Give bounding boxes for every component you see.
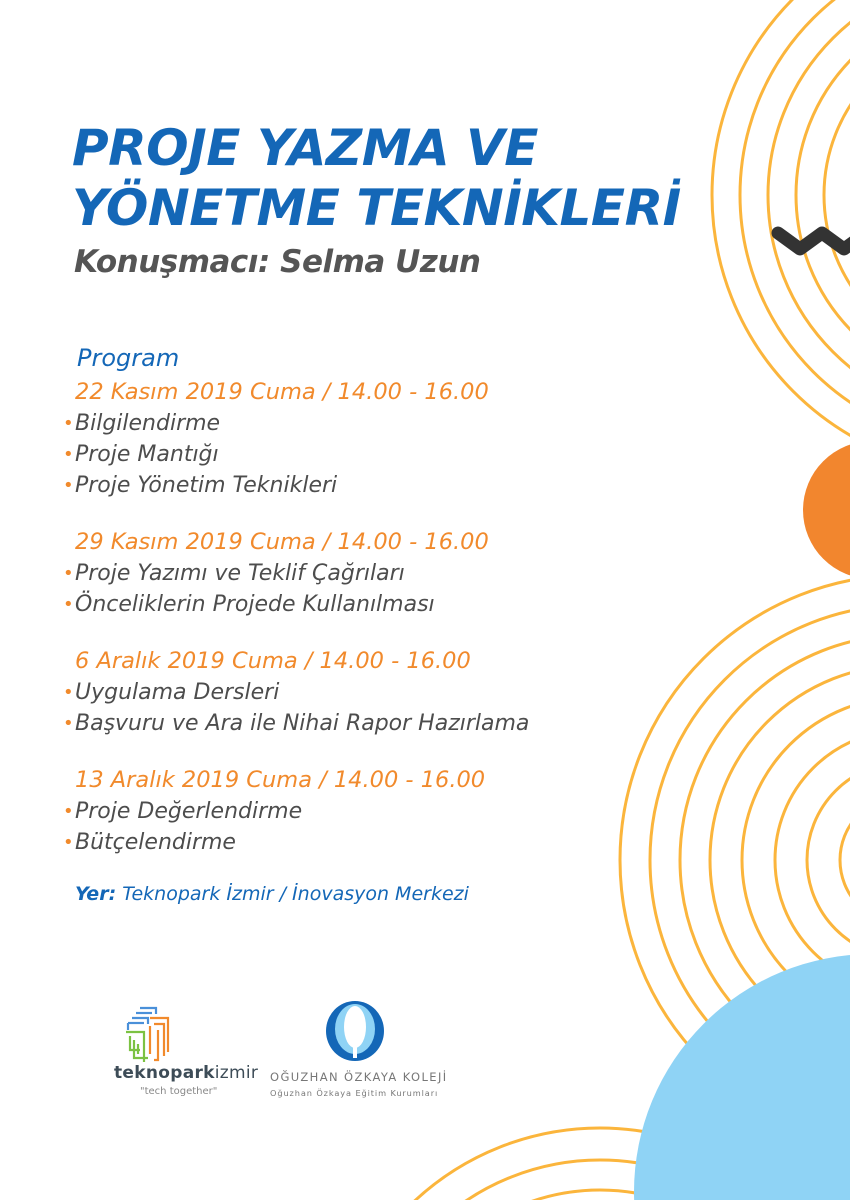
topic-item: • Proje Değerlendirme xyxy=(60,796,580,827)
college-name: OĞUZHAN ÖZKAYA KOLEJİ xyxy=(270,1070,448,1084)
topic-item: • Uygulama Dersleri xyxy=(60,677,580,708)
orange-circle xyxy=(803,441,850,579)
speaker-name: Konuşmacı: Selma Uzun xyxy=(74,244,481,280)
bullet-icon: • xyxy=(63,413,74,434)
top-concentric-rings xyxy=(712,0,850,473)
bullet-icon: • xyxy=(63,475,74,496)
bullet-icon: • xyxy=(63,594,74,615)
session-date: 22 Kasım 2019 Cuma / 14.00 - 16.00 xyxy=(75,379,489,405)
topic-item: • Önceliklerin Projede Kullanılması xyxy=(60,589,580,620)
bullet-icon: • xyxy=(63,713,74,734)
blue-circle xyxy=(634,954,850,1200)
zigzag-icon xyxy=(778,233,850,249)
college-subtitle: Oğuzhan Özkaya Eğitim Kurumları xyxy=(270,1088,439,1098)
topic-item: • Proje Mantığı xyxy=(60,439,580,470)
teknopark-tagline: "tech together" xyxy=(140,1086,218,1097)
venue-text: Teknopark İzmir / İnovasyon Merkezi xyxy=(122,883,469,905)
session-2 xyxy=(60,526,580,620)
topic-item: • Bütçelendirme xyxy=(60,827,580,858)
venue xyxy=(75,879,580,909)
bullet-icon: • xyxy=(63,563,74,584)
program-section xyxy=(60,340,580,909)
session-4 xyxy=(60,764,580,858)
session-3 xyxy=(60,645,580,739)
program-heading: Program xyxy=(77,344,180,372)
bullet-icon: • xyxy=(63,682,74,703)
bullet-icon: • xyxy=(63,444,74,465)
topic-item: • Proje Yönetim Teknikleri xyxy=(60,470,580,501)
college-mark-icon xyxy=(320,1000,390,1068)
middle-concentric-rings xyxy=(620,575,850,1145)
session-date: 6 Aralık 2019 Cuma / 14.00 - 16.00 xyxy=(75,648,471,674)
session-date: 13 Aralık 2019 Cuma / 14.00 - 16.00 xyxy=(75,767,486,793)
topic-item: • Bilgilendirme xyxy=(60,408,580,439)
teknopark-wordmark: teknoparkizmir xyxy=(114,1063,259,1083)
teknopark-logo xyxy=(112,1000,259,1110)
session-1 xyxy=(60,376,580,501)
venue-label: Yer: xyxy=(75,883,117,905)
college-logo xyxy=(262,998,452,1108)
poster-title xyxy=(72,118,681,238)
bullet-icon: • xyxy=(63,801,74,822)
topic-item: • Başvuru ve Ara ile Nihai Rapor Hazırlama xyxy=(60,708,580,739)
bullet-icon: • xyxy=(63,832,74,853)
title-line-1: PROJE YAZMA VE xyxy=(72,119,538,177)
topic-item: • Proje Yazımı ve Teklif Çağrıları xyxy=(60,558,580,589)
title-line-2: YÖNETME TEKNİKLERİ xyxy=(72,179,681,237)
session-date: 29 Kasım 2019 Cuma / 14.00 - 16.00 xyxy=(75,529,489,555)
teknopark-mark-icon xyxy=(120,1004,180,1066)
bottom-concentric-rings xyxy=(328,1128,850,1200)
